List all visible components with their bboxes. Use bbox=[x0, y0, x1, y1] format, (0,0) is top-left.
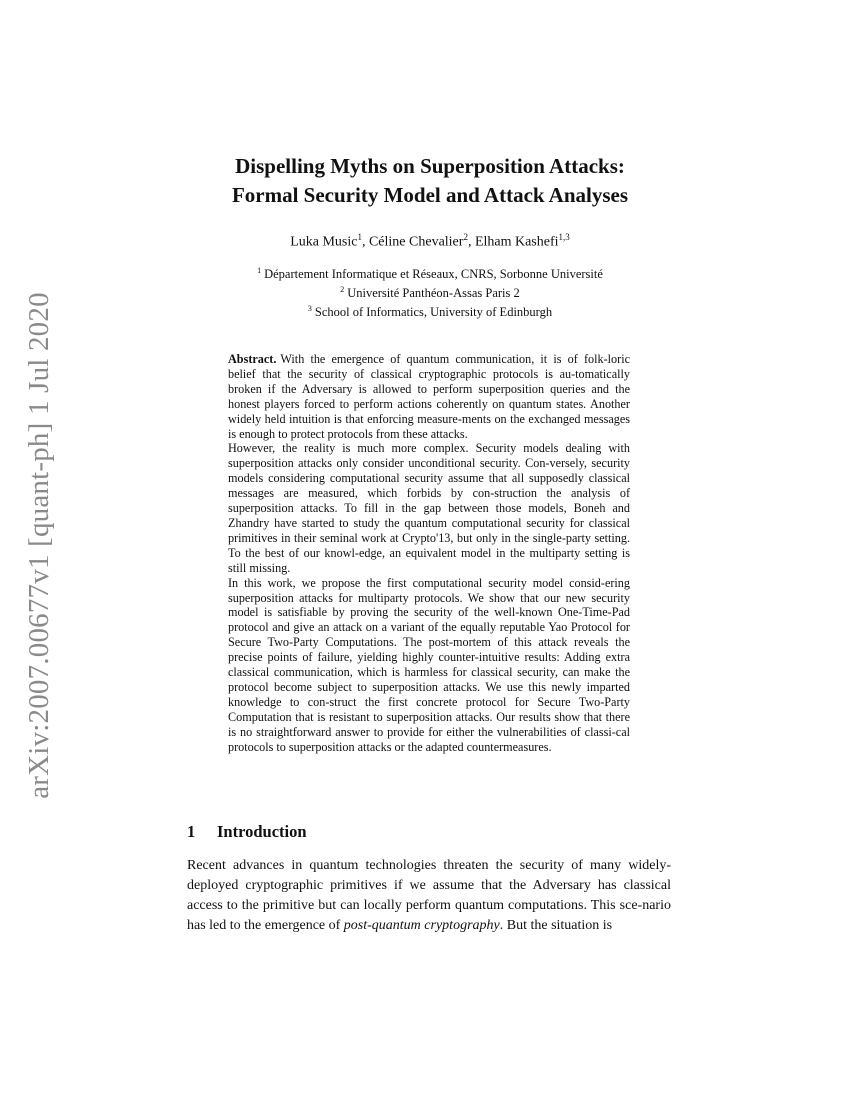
author-name: Luka Music bbox=[290, 234, 358, 250]
arxiv-identifier-text: arXiv:2007.00677v1 [quant-ph] 1 Jul 2020 bbox=[22, 291, 55, 799]
author-name: Céline Chevalier bbox=[368, 234, 464, 250]
title-line-1: Dispelling Myths on Superposition Attacks: bbox=[235, 154, 625, 178]
affiliation-text: School of Informatics, University of Edinburgh bbox=[314, 305, 553, 320]
affiliation-text: Département Informatique et Réseaux, CNRS, Sorbonne Université bbox=[264, 267, 603, 282]
arxiv-identifier-stamp bbox=[22, 265, 56, 825]
author-affiliation-mark: 1,3 bbox=[558, 232, 570, 242]
abstract-text: With the emergence of quantum communication, it is of folk-loric belief that the security of classical cryptographic protocols is au-tomatically broken if the Adversary is allowed to perform superposition queries and the honest players forced to perform actions coherently on quantum states. Another widely held intuition is that enforcing measure-ments on the exchanged messages is enough to protect protocols from these attacks. bbox=[228, 352, 630, 441]
abstract-paragraph bbox=[228, 352, 630, 441]
author-separator: , bbox=[361, 234, 369, 250]
body-text: Recent advances in quantum technologies threaten the security of many widely-deployed cryptographic primitives if we assume that the Adversary has classical access to the primitive but can locally perform quantum computations. This sce-nario has led to the emergence of bbox=[187, 858, 671, 933]
affiliation bbox=[150, 263, 710, 282]
affiliation bbox=[150, 282, 710, 301]
affiliation-text: Université Panthéon-Assas Paris 2 bbox=[347, 286, 520, 301]
affiliation-mark: 2 bbox=[340, 285, 345, 295]
abstract-paragraph: However, the reality is much more complex. Security models dealing with superposition attacks only consider unconditional security. Con-versely, security models considering computational security assume that all supposedly classical messages are measured, which forbids by con-struction the analysis of superposition attacks. To fill in the gap between those models, Boneh and Zhandry have started to study the quantum computational security for classical primitives in their seminal work at Crypto'13, but only in the single-party setting. To the best of our knowl-edge, an equivalent model in the multiparty setting is still missing. bbox=[228, 441, 630, 575]
section-number: 1 bbox=[187, 822, 196, 841]
body-paragraph bbox=[187, 856, 671, 936]
author-name: Elham Kashefi bbox=[474, 234, 559, 250]
abstract-label: Abstract. bbox=[228, 352, 277, 366]
body-text: . But the situation is bbox=[499, 918, 613, 933]
introduction-body bbox=[187, 856, 671, 936]
author-separator: , bbox=[467, 234, 475, 250]
section-title: Introduction bbox=[217, 822, 307, 841]
abstract-paragraph: In this work, we propose the first computational security model consid-ering superposition attacks for multiparty protocols. We show that our new security model is satisfiable by proving the security of the well-known One-Time-Pad protocol and give an attack on a variant of the equally reputable Yao Protocol for Secure Two-Party Computations. The post-mortem of this attack reveals the precise points of failure, yielding highly counter-intuitive results: Adding extra classical communication, which is harmless for classical security, can make the protocol become subject to superposition attacks. We use this newly imparted knowledge to con-struct the first concrete protocol for Secure Two-Party Computation that is resistant to superposition attacks. Our results show that there is no straightforward answer to provide for either the vulnerabilities of classi-cal protocols to superposition attacks or the adapted countermeasures. bbox=[228, 575, 630, 754]
affiliation-mark: 3 bbox=[307, 304, 312, 314]
section-heading bbox=[187, 822, 307, 842]
affiliation bbox=[150, 301, 710, 320]
author-affiliation-mark: 2 bbox=[463, 232, 468, 242]
author-list bbox=[150, 232, 710, 251]
author-affiliation-mark: 1 bbox=[357, 232, 362, 242]
affiliation-mark: 1 bbox=[257, 266, 262, 275]
abstract bbox=[228, 352, 630, 754]
paper-title bbox=[150, 152, 710, 210]
title-line-2: Formal Security Model and Attack Analyses bbox=[231, 183, 629, 207]
emphasized-term: post-quantum cryptography bbox=[343, 918, 500, 933]
affiliation-list bbox=[150, 263, 710, 320]
